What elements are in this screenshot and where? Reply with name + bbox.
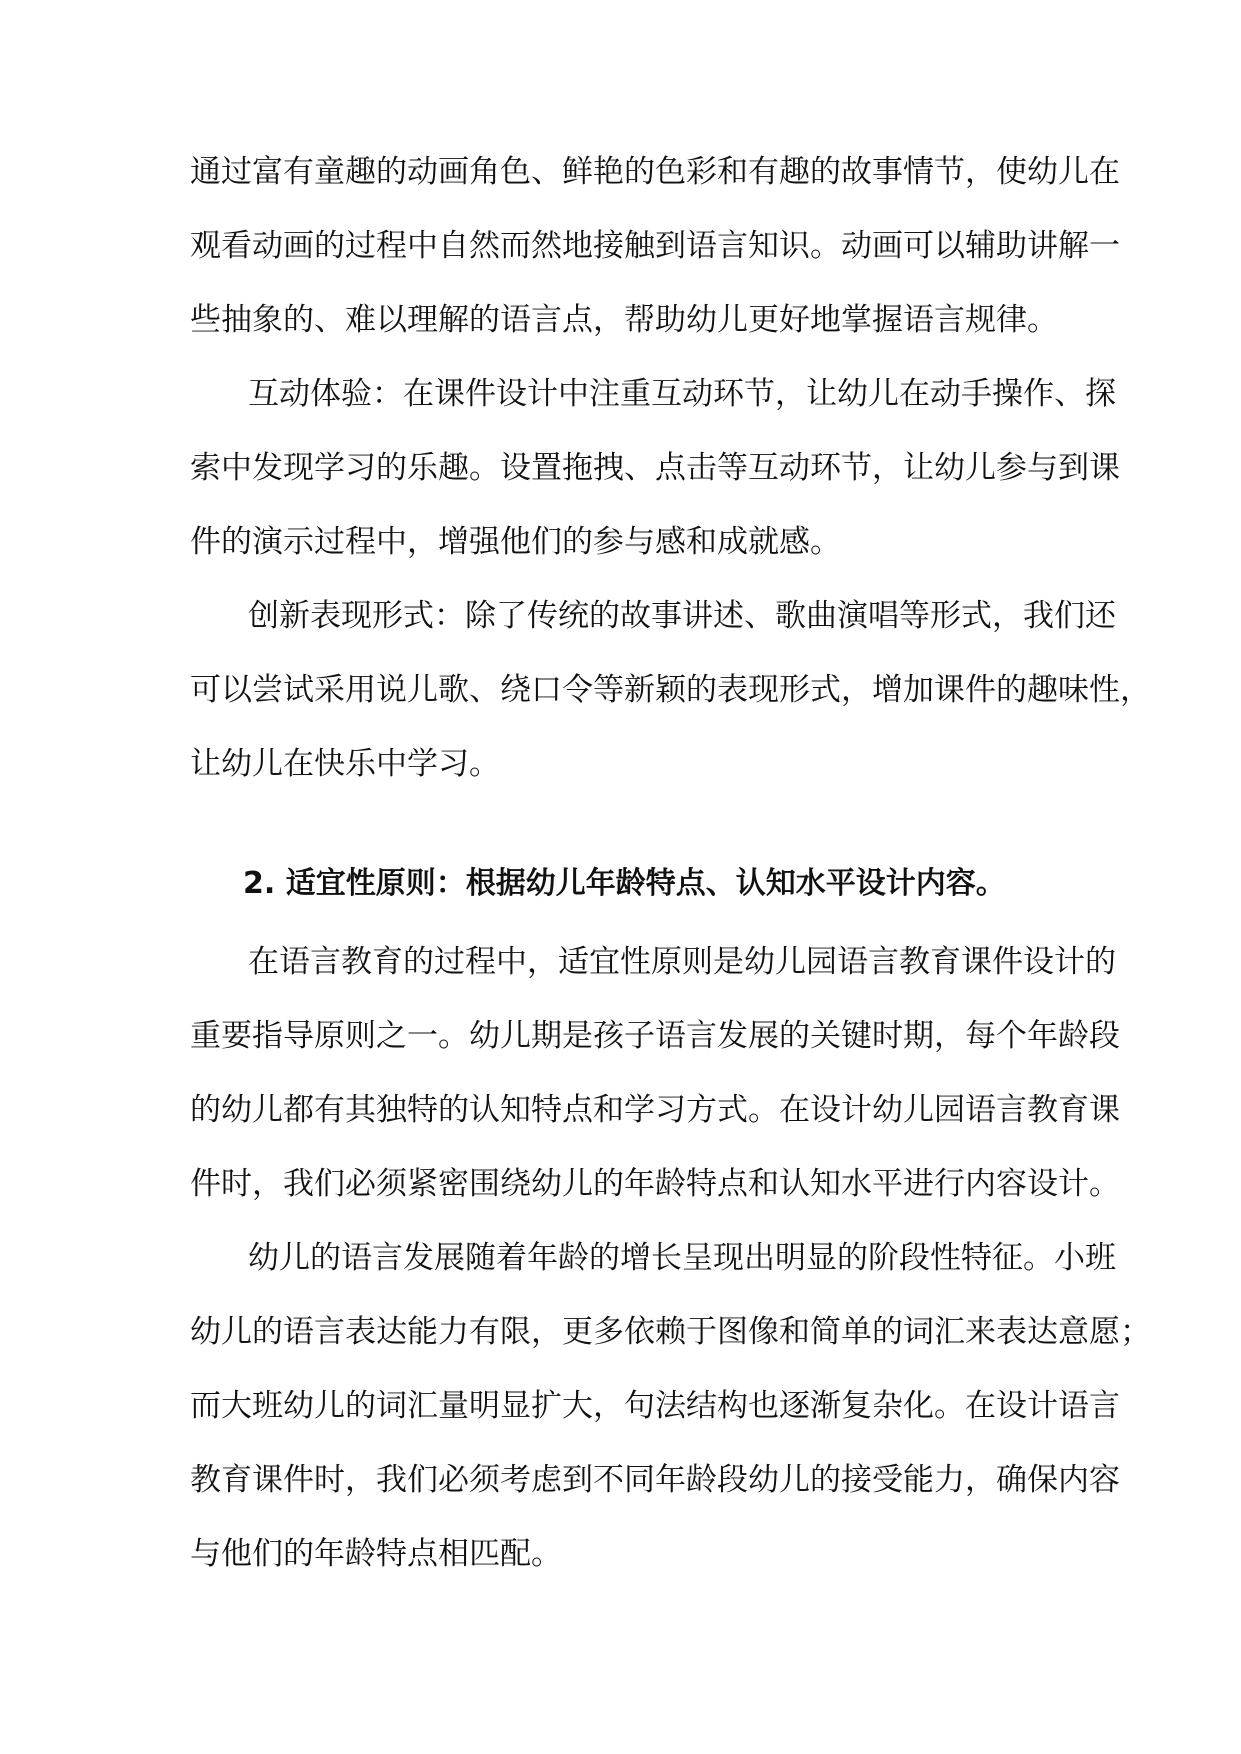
- paragraph-line: 让幼儿在快乐中学习。: [190, 746, 500, 782]
- paragraph-line: 互动体验：在课件设计中注重互动环节，让幼儿在动手操作、探: [248, 376, 1116, 412]
- paragraph-line: 而大班幼儿的词汇量明显扩大，句法结构也逐渐复杂化。在设计语言: [190, 1388, 1120, 1424]
- paragraph-line: 的幼儿都有其独特的认知特点和学习方式。在设计幼儿园语言教育课: [190, 1092, 1120, 1128]
- paragraph-line: 件时，我们必须紧密围绕幼儿的年龄特点和认知水平进行内容设计。: [190, 1166, 1120, 1202]
- paragraph-line: 通过富有童趣的动画角色、鲜艳的色彩和有趣的故事情节，使幼儿在: [190, 154, 1120, 190]
- paragraph-line: 件的演示过程中，增强他们的参与感和成就感。: [190, 524, 841, 560]
- paragraph-line: 在语言教育的过程中，适宜性原则是幼儿园语言教育课件设计的: [248, 944, 1116, 980]
- paragraph-line: 教育课件时，我们必须考虑到不同年龄段幼儿的接受能力，确保内容: [190, 1462, 1120, 1498]
- paragraph-line: 观看动画的过程中自然而然地接触到语言知识。动画可以辅助讲解一: [190, 228, 1120, 264]
- paragraph-line: 幼儿的语言表达能力有限，更多依赖于图像和简单的词汇来表达意愿；: [190, 1314, 1151, 1350]
- paragraph-line: 重要指导原则之一。幼儿期是孩子语言发展的关键时期，每个年龄段: [190, 1018, 1120, 1054]
- paragraph-line: 些抽象的、难以理解的语言点，帮助幼儿更好地掌握语言规律。: [190, 302, 1058, 338]
- paragraph-line: 可以尝试采用说儿歌、绕口令等新颖的表现形式，增加课件的趣味性，: [190, 672, 1151, 708]
- paragraph-line: 与他们的年龄特点相匹配。: [190, 1536, 562, 1572]
- paragraph-line: 创新表现形式：除了传统的故事讲述、歌曲演唱等形式，我们还: [248, 598, 1116, 634]
- paragraph-line: 索中发现学习的乐趣。设置拖拽、点击等互动环节，让幼儿参与到课: [190, 450, 1120, 486]
- section-heading: 2. 适宜性原则：根据幼儿年龄特点、认知水平设计内容。: [243, 866, 1006, 901]
- paragraph-line: 幼儿的语言发展随着年龄的增长呈现出明显的阶段性特征。小班: [248, 1240, 1116, 1276]
